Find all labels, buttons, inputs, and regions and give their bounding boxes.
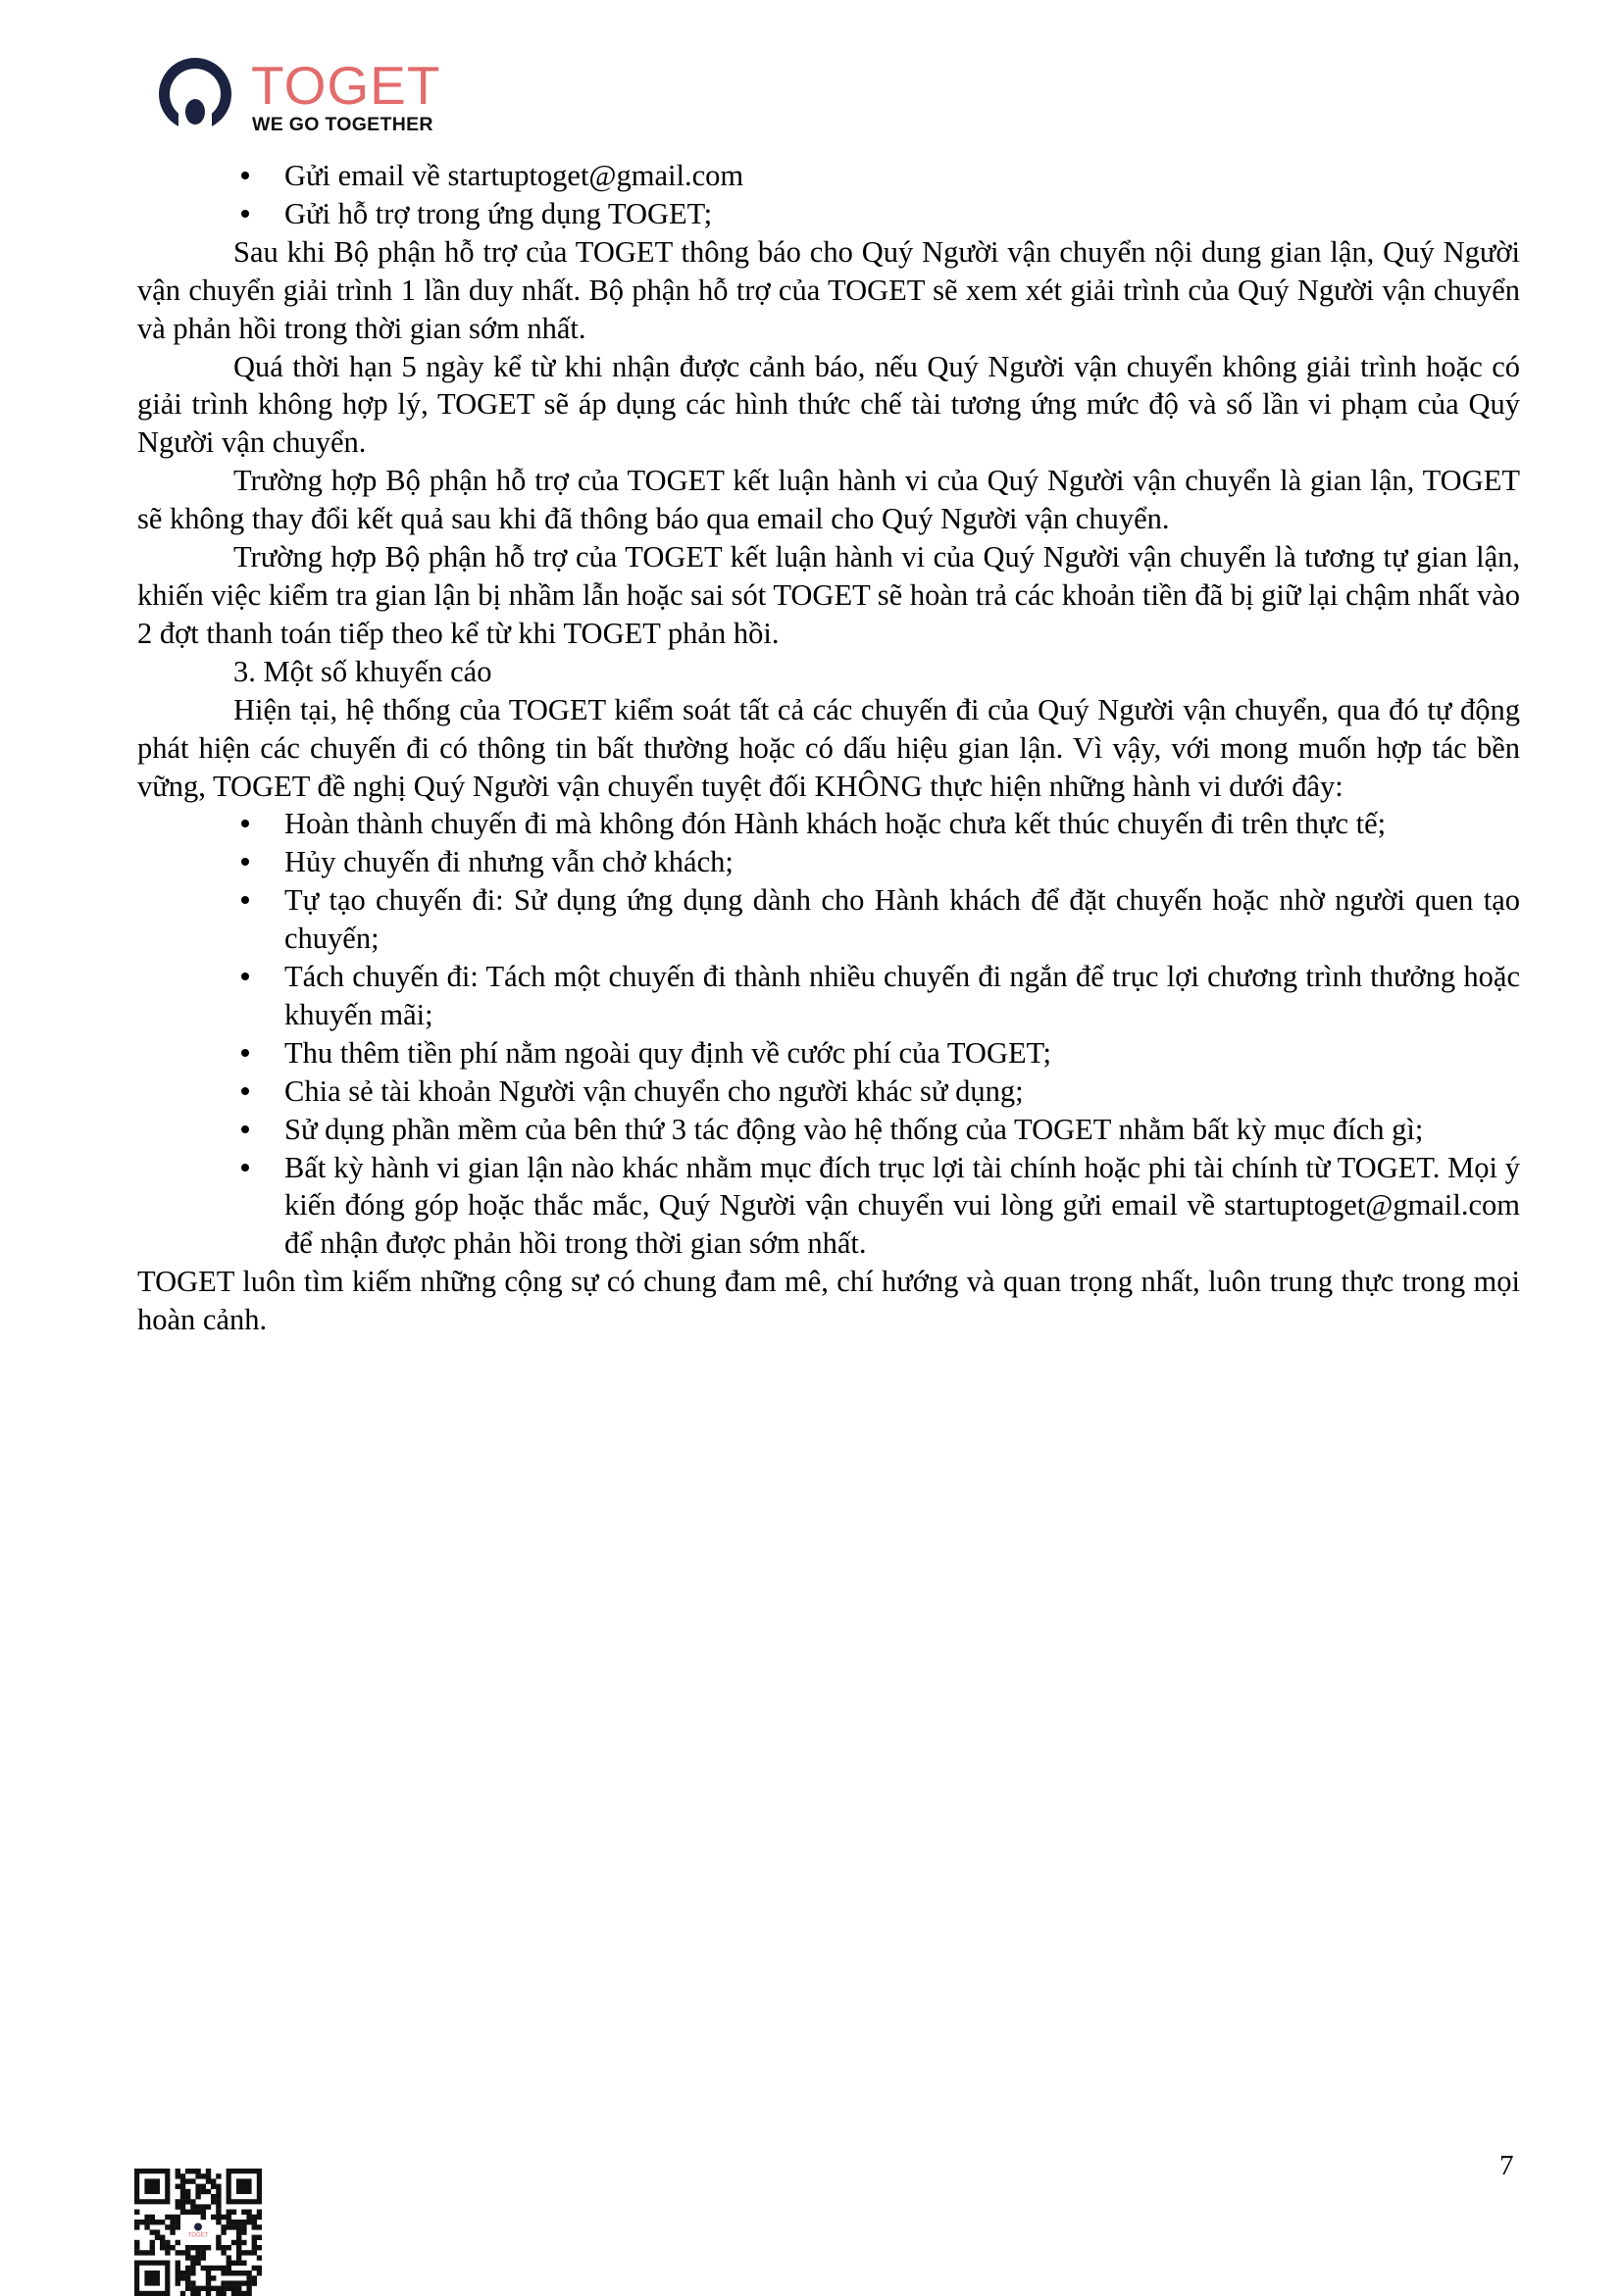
svg-text:TOGET: TOGET bbox=[187, 2232, 209, 2239]
contact-bullet-list bbox=[137, 157, 1520, 233]
paragraph-fraud-conclusion: Trường hợp Bộ phận hỗ trợ của TOGET kết luận hành vi của Quý Người vận chuyển là gian lận, TOGET sẽ không thay đổi kết quả sau khi đã thông báo qua email cho Quý Người vận chuyển. bbox=[137, 464, 1520, 536]
list-item: Tự tạo chuyến đi: Sử dụng ứng dụng dành cho Hành khách để đặt chuyến hoặc nhờ người quen tạo chuyến; bbox=[284, 881, 1520, 958]
paragraph-similar-fraud: Trường hợp Bộ phận hỗ trợ của TOGET kết luận hành vi của Quý Người vận chuyển là tương tự gian lận, khiến việc kiểm tra gian lận bị nhầm lẫn hoặc sai sót TOGET sẽ hoàn trả các khoản tiền đã bị giữ lại chậm nhất vào 2 đợt thanh toán tiếp theo kể từ khi TOGET phản hồi. bbox=[137, 540, 1520, 650]
bullet-icon bbox=[241, 820, 249, 827]
bullet-icon bbox=[241, 896, 249, 904]
list-item: Hoàn thành chuyến đi mà không đón Hành khách hoặc chưa kết thúc chuyến đi trên thực tế; bbox=[284, 805, 1520, 843]
paragraph-deadline: Quá thời hạn 5 ngày kể từ khi nhận được cảnh báo, nếu Quý Người vận chuyển không giải trình hoặc có giải trình không hợp lý, TOGET sẽ áp dụng các hình thức chế tài tương ứng mức độ và số lần vi phạm của Quý Người vận chuyển. bbox=[137, 349, 1520, 460]
paragraph-recommendations: Hiện tại, hệ thống của TOGET kiểm soát tất cả các chuyến đi của Quý Người vận chuyển, qua đó tự động phát hiện các chuyến đi có thông tin bất thường hoặc có dấu hiệu gian lận. Vì vậy, với mong muốn hợp tác bền vững, TOGET đề nghị Quý Người vận chuyển tuyệt đối KHÔNG thực hiện những hành vi dưới đây: bbox=[137, 692, 1520, 803]
brand-tagline: WE GO TOGETHER bbox=[252, 114, 433, 135]
brand-logo bbox=[157, 57, 461, 139]
qr-code-icon bbox=[134, 2169, 262, 2296]
document-body bbox=[137, 157, 1520, 1339]
paragraph-explanation: Sau khi Bộ phận hỗ trợ của TOGET thông báo cho Quý Người vận chuyển nội dung gian lận, Quý Người vận chuyển giải trình 1 lần duy nhất. Bộ phận hỗ trợ của TOGET sẽ xem xét giải trình của Quý Người vận chuyển và phản hồi trong thời gian sớm nhất. bbox=[137, 234, 1520, 345]
bullet-icon bbox=[241, 973, 249, 980]
list-item: Chia sẻ tài khoản Người vận chuyển cho người khác sử dụng; bbox=[284, 1073, 1520, 1111]
list-item: Tách chuyến đi: Tách một chuyến đi thành nhiều chuyến đi ngắn để trục lợi chương trình thưởng hoặc khuyến mãi; bbox=[284, 958, 1520, 1034]
bullet-icon bbox=[241, 210, 249, 218]
list-item: Gửi hỗ trợ trong ứng dụng TOGET; bbox=[284, 195, 1520, 233]
list-item: Sử dụng phần mềm của bên thứ 3 tác động vào hệ thống của TOGET nhằm bất kỳ mục đích gì; bbox=[284, 1111, 1520, 1149]
page-number: 7 bbox=[1499, 2150, 1514, 2181]
paragraph-closing: TOGET luôn tìm kiếm những cộng sự có chung đam mê, chí hướng và quan trọng nhất, luôn trung thực trong mọi hoàn cảnh. bbox=[137, 1265, 1520, 1337]
bullet-icon bbox=[241, 1125, 249, 1133]
bullet-icon bbox=[241, 1049, 249, 1057]
prohibited-behaviors-list bbox=[137, 805, 1520, 1263]
list-item: Bất kỳ hành vi gian lận nào khác nhằm mục đích trục lợi tài chính hoặc phi tài chính từ TOGET. Mọi ý kiến đóng góp hoặc thắc mắc, Quý Người vận chuyển vui lòng gửi email về startuptoget@gmail.com để nhận được phản hồi trong thời gian sớm nhất. bbox=[284, 1149, 1520, 1264]
brand-name: TOGET bbox=[251, 55, 441, 116]
list-item: Gửi email về startuptoget@gmail.com bbox=[284, 157, 1520, 195]
bullet-icon bbox=[241, 172, 249, 179]
list-item: Thu thêm tiền phí nằm ngoài quy định về cước phí của TOGET; bbox=[284, 1034, 1520, 1073]
bullet-icon bbox=[241, 858, 249, 866]
bullet-icon bbox=[241, 1087, 249, 1095]
toget-logo-icon bbox=[157, 57, 233, 135]
section-heading: 3. Một số khuyến cáo bbox=[233, 654, 492, 688]
bullet-icon bbox=[241, 1164, 249, 1172]
list-item: Hủy chuyến đi nhưng vẫn chở khách; bbox=[284, 843, 1520, 881]
